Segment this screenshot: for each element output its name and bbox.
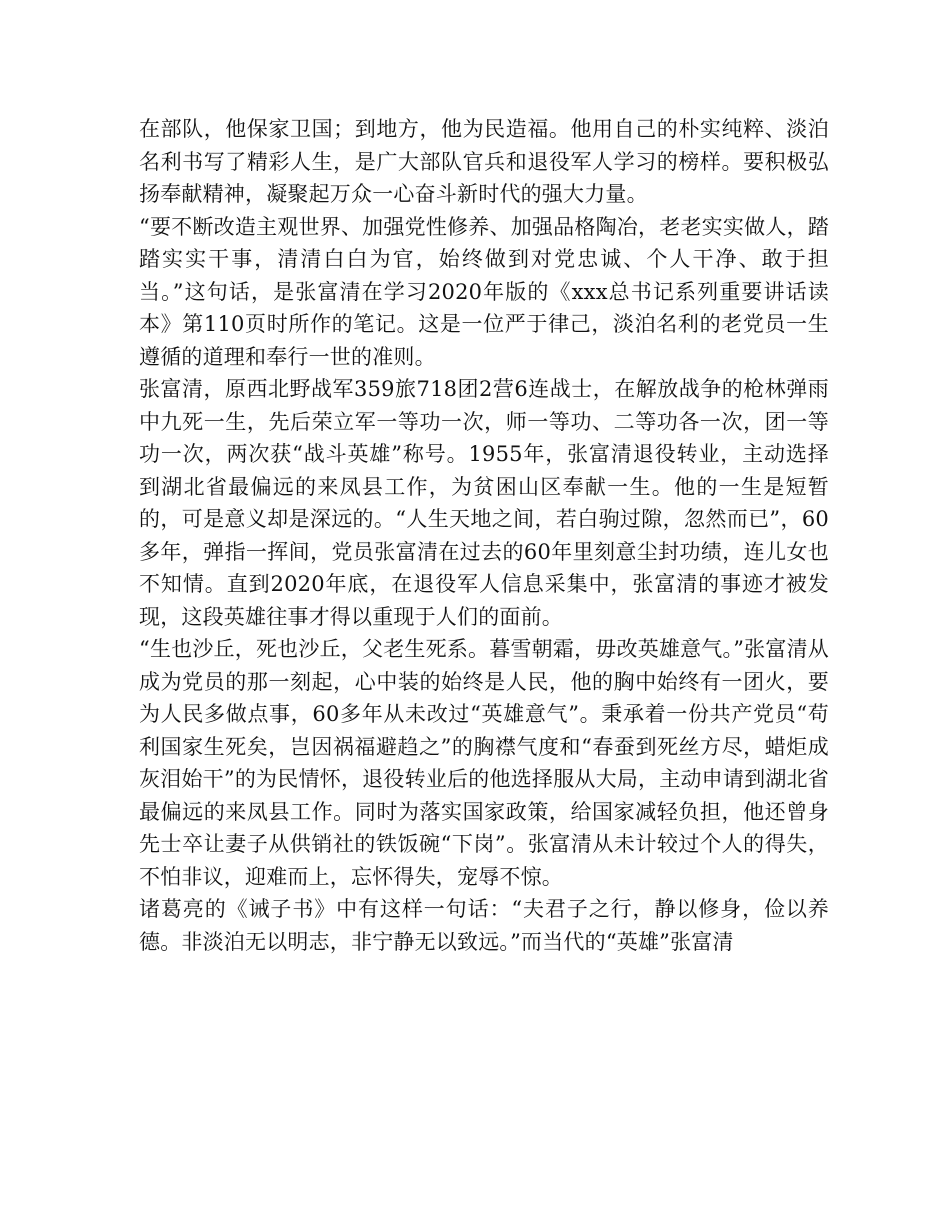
paragraph-4: “生也沙丘，死也沙丘，父老生死系。暮雪朝霜，毋改英雄意气。”张富清从成为党员的那一刻起，心中装的始终是人民，他的胸中始终有一团火，要为人民多做点事，60多年从未改过“英雄意气”。秉承着一份共产党员“苟利国家生死矣，岂因祸福避趋之”的胸襟气度和“春蚕到死丝方尽，蜡炬成灰泪始干”的为民情怀，退役转业后的他选择服从大局，主动申请到湖北省最偏远的来凤县工作。同时为落实国家政策，给国家减轻负担，他还曾身先士卒让妻子从供销社的铁饭碗“下岗”。张富清从未计较过个人的得失，不怕非议，迎难而上，忘怀得失，宠辱不惊。	[139, 637, 829, 889]
body-text	[139, 113, 829, 958]
paragraph-3: 张富清，原西北野战军359旅718团2营6连战士，在解放战争的枪林弹雨中九死一生，先后荣立军一等功一次，师一等功、二等功各一次，团一等功一次，两次获“战斗英雄”称号。1955年，张富清退役转业，主动选择到湖北省最偏远的来凤县工作，为贫困山区奉献一生。他的一生是短暂的，可是意义却是深远的。“人生天地之间，若白驹过隙，忽然而已”，60多年，弹指一挥间，党员张富清在过去的60年里刻意尘封功绩，连儿女也不知情。直到2020年底，在退役军人信息采集中，张富清的事迹才被发现，这段英雄往事才得以重现于人们的面前。	[139, 377, 829, 629]
paragraph-2: “要不断改造主观世界、加强党性修养、加强品格陶冶，老老实实做人，踏踏实实干事，清清白白为官，始终做到对党忠诚、个人干净、敢于担当。”这句话，是张富清在学习2020年版的《xxx总书记系列重要讲话读本》第110页时所作的笔记。这是一位严于律己，淡泊名利的老党员一生遵循的道理和奉行一世的准则。	[139, 214, 829, 369]
paragraph-5: 诸葛亮的《诫子书》中有这样一句话：“夫君子之行，静以修身，俭以养德。非淡泊无以明志，非宁静无以致远。”而当代的“英雄”张富清	[139, 897, 829, 954]
paragraph-1: 在部队，他保家卫国；到地方，他为民造福。他用自己的朴实纯粹、淡泊名利书写了精彩人生，是广大部队官兵和退役军人学习的榜样。要积极弘扬奉献精神，凝聚起万众一心奋斗新时代的强大力量。	[139, 117, 829, 206]
